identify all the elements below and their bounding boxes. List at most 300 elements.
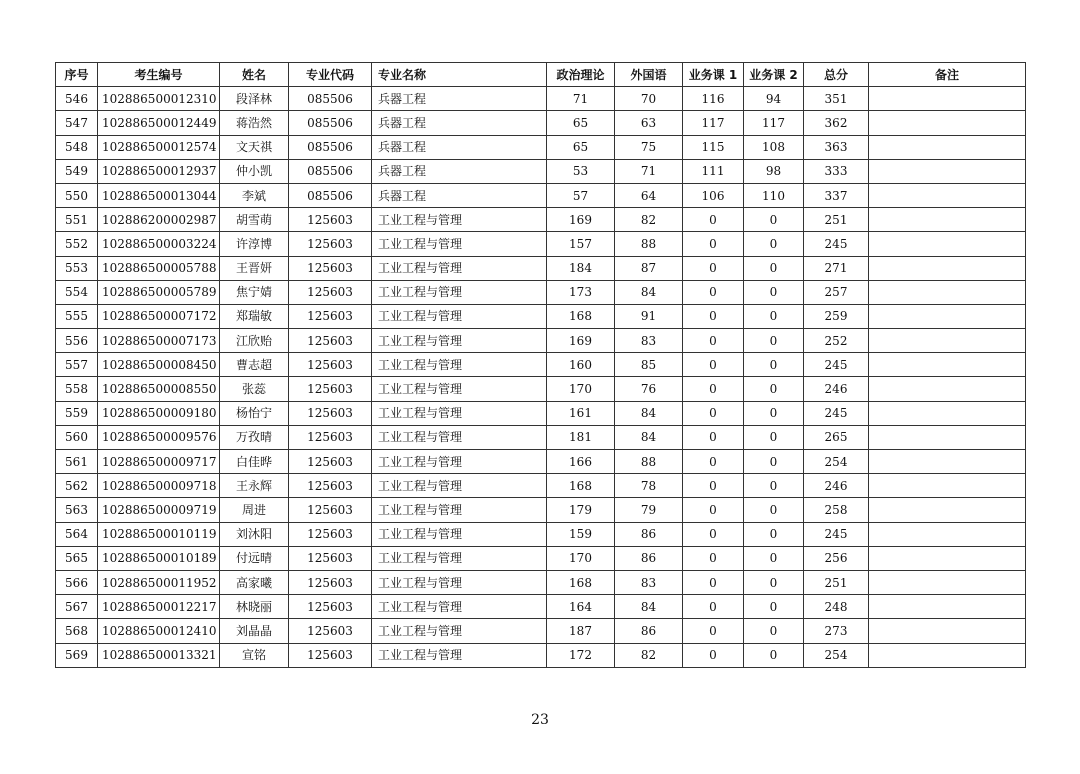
cell-col-total: 248 <box>804 595 869 619</box>
cell-col-foreign-lang: 86 <box>615 546 683 570</box>
table-row <box>56 401 1026 425</box>
cell-col-subject-1: 0 <box>683 377 744 401</box>
cell-col-subject-1: 116 <box>683 87 744 111</box>
cell-col-exam-id: 102886500012217 <box>98 595 220 619</box>
cell-col-subject-2: 0 <box>744 643 804 667</box>
cell-col-politics: 168 <box>547 570 615 594</box>
cell-col-foreign-lang: 76 <box>615 377 683 401</box>
cell-col-seq: 556 <box>56 329 98 353</box>
cell-col-exam-id: 102886500012574 <box>98 135 220 159</box>
cell-col-name: 高家曦 <box>220 570 289 594</box>
cell-col-subject-1: 0 <box>683 401 744 425</box>
cell-col-name: 蒋浩然 <box>220 111 289 135</box>
cell-col-politics: 161 <box>547 401 615 425</box>
cell-col-subject-1: 0 <box>683 643 744 667</box>
cell-col-subject-2: 117 <box>744 111 804 135</box>
cell-col-exam-id: 102886500011952 <box>98 570 220 594</box>
cell-col-seq: 564 <box>56 522 98 546</box>
cell-col-exam-id: 102886500005789 <box>98 280 220 304</box>
cell-col-major-name: 工业工程与管理 <box>372 570 547 594</box>
cell-col-exam-id: 102886500005788 <box>98 256 220 280</box>
cell-col-exam-id: 102886500013321 <box>98 643 220 667</box>
cell-col-politics: 57 <box>547 183 615 207</box>
cell-col-subject-2: 98 <box>744 159 804 183</box>
cell-col-foreign-lang: 84 <box>615 401 683 425</box>
cell-col-name: 付远晴 <box>220 546 289 570</box>
cell-col-politics: 170 <box>547 377 615 401</box>
cell-col-subject-1: 106 <box>683 183 744 207</box>
cell-col-major-code: 085506 <box>289 135 372 159</box>
cell-col-politics: 164 <box>547 595 615 619</box>
cell-col-major-code: 125603 <box>289 304 372 328</box>
cell-col-foreign-lang: 83 <box>615 570 683 594</box>
cell-col-major-name: 工业工程与管理 <box>372 546 547 570</box>
cell-col-subject-2: 0 <box>744 425 804 449</box>
cell-col-subject-1: 0 <box>683 619 744 643</box>
cell-col-major-name: 兵器工程 <box>372 159 547 183</box>
cell-col-remarks <box>869 546 1026 570</box>
cell-col-seq: 559 <box>56 401 98 425</box>
cell-col-exam-id: 102886500008550 <box>98 377 220 401</box>
table-row <box>56 522 1026 546</box>
cell-col-remarks <box>869 450 1026 474</box>
cell-col-foreign-lang: 63 <box>615 111 683 135</box>
table-row <box>56 450 1026 474</box>
cell-col-major-code: 085506 <box>289 159 372 183</box>
cell-col-major-name: 兵器工程 <box>372 183 547 207</box>
cell-col-name: 周进 <box>220 498 289 522</box>
header-col-seq: 序号 <box>56 63 98 87</box>
cell-col-total: 351 <box>804 87 869 111</box>
cell-col-subject-1: 111 <box>683 159 744 183</box>
cell-col-seq: 549 <box>56 159 98 183</box>
cell-col-total: 252 <box>804 329 869 353</box>
table-row <box>56 159 1026 183</box>
cell-col-foreign-lang: 64 <box>615 183 683 207</box>
cell-col-remarks <box>869 619 1026 643</box>
cell-col-name: 万孜晴 <box>220 425 289 449</box>
cell-col-major-name: 工业工程与管理 <box>372 595 547 619</box>
cell-col-exam-id: 102886500008450 <box>98 353 220 377</box>
header-col-subject-1: 业务课 1 <box>683 63 744 87</box>
cell-col-remarks <box>869 232 1026 256</box>
cell-col-remarks <box>869 329 1026 353</box>
cell-col-seq: 568 <box>56 619 98 643</box>
cell-col-major-code: 125603 <box>289 353 372 377</box>
cell-col-foreign-lang: 78 <box>615 474 683 498</box>
cell-col-subject-1: 0 <box>683 474 744 498</box>
cell-col-major-code: 125603 <box>289 425 372 449</box>
table-row <box>56 619 1026 643</box>
cell-col-total: 271 <box>804 256 869 280</box>
cell-col-total: 257 <box>804 280 869 304</box>
cell-col-remarks <box>869 159 1026 183</box>
table-row <box>56 87 1026 111</box>
cell-col-politics: 169 <box>547 329 615 353</box>
header-col-major-name: 专业名称 <box>372 63 547 87</box>
table-row <box>56 595 1026 619</box>
cell-col-foreign-lang: 84 <box>615 280 683 304</box>
cell-col-total: 245 <box>804 522 869 546</box>
cell-col-major-name: 工业工程与管理 <box>372 377 547 401</box>
cell-col-exam-id: 102886500013044 <box>98 183 220 207</box>
cell-col-foreign-lang: 88 <box>615 232 683 256</box>
cell-col-major-name: 工业工程与管理 <box>372 208 547 232</box>
cell-col-total: 333 <box>804 159 869 183</box>
table-row <box>56 232 1026 256</box>
cell-col-foreign-lang: 88 <box>615 450 683 474</box>
cell-col-seq: 553 <box>56 256 98 280</box>
page-number: 23 <box>531 712 549 728</box>
cell-col-subject-1: 0 <box>683 208 744 232</box>
cell-col-major-code: 125603 <box>289 522 372 546</box>
cell-col-name: 许淳博 <box>220 232 289 256</box>
cell-col-politics: 181 <box>547 425 615 449</box>
cell-col-total: 254 <box>804 643 869 667</box>
cell-col-major-code: 125603 <box>289 256 372 280</box>
cell-col-remarks <box>869 570 1026 594</box>
cell-col-major-name: 工业工程与管理 <box>372 353 547 377</box>
cell-col-total: 265 <box>804 425 869 449</box>
table-row <box>56 498 1026 522</box>
cell-col-subject-2: 0 <box>744 353 804 377</box>
cell-col-total: 246 <box>804 474 869 498</box>
score-table <box>55 62 1026 668</box>
cell-col-seq: 552 <box>56 232 98 256</box>
cell-col-major-name: 工业工程与管理 <box>372 280 547 304</box>
cell-col-seq: 550 <box>56 183 98 207</box>
cell-col-exam-id: 102886500009718 <box>98 474 220 498</box>
cell-col-subject-2: 0 <box>744 280 804 304</box>
cell-col-foreign-lang: 85 <box>615 353 683 377</box>
cell-col-subject-2: 0 <box>744 208 804 232</box>
table-row <box>56 474 1026 498</box>
cell-col-politics: 157 <box>547 232 615 256</box>
cell-col-name: 林晓丽 <box>220 595 289 619</box>
cell-col-major-code: 125603 <box>289 280 372 304</box>
cell-col-politics: 159 <box>547 522 615 546</box>
cell-col-subject-1: 0 <box>683 450 744 474</box>
cell-col-subject-1: 0 <box>683 232 744 256</box>
cell-col-major-name: 工业工程与管理 <box>372 329 547 353</box>
cell-col-name: 李斌 <box>220 183 289 207</box>
cell-col-foreign-lang: 86 <box>615 522 683 546</box>
cell-col-exam-id: 102886500012449 <box>98 111 220 135</box>
cell-col-major-code: 125603 <box>289 643 372 667</box>
cell-col-remarks <box>869 522 1026 546</box>
cell-col-foreign-lang: 84 <box>615 595 683 619</box>
cell-col-major-code: 125603 <box>289 546 372 570</box>
cell-col-remarks <box>869 498 1026 522</box>
cell-col-name: 白佳晔 <box>220 450 289 474</box>
cell-col-total: 258 <box>804 498 869 522</box>
cell-col-subject-2: 0 <box>744 450 804 474</box>
cell-col-name: 杨怡宁 <box>220 401 289 425</box>
cell-col-major-name: 工业工程与管理 <box>372 498 547 522</box>
cell-col-seq: 567 <box>56 595 98 619</box>
cell-col-subject-2: 0 <box>744 619 804 643</box>
cell-col-subject-1: 117 <box>683 111 744 135</box>
cell-col-name: 胡雪萌 <box>220 208 289 232</box>
cell-col-subject-1: 0 <box>683 304 744 328</box>
cell-col-total: 337 <box>804 183 869 207</box>
cell-col-foreign-lang: 75 <box>615 135 683 159</box>
cell-col-exam-id: 102886500009719 <box>98 498 220 522</box>
table-row <box>56 425 1026 449</box>
cell-col-remarks <box>869 425 1026 449</box>
cell-col-subject-2: 94 <box>744 87 804 111</box>
cell-col-total: 246 <box>804 377 869 401</box>
cell-col-politics: 65 <box>547 135 615 159</box>
table-row <box>56 643 1026 667</box>
cell-col-name: 文天祺 <box>220 135 289 159</box>
cell-col-exam-id: 102886500010189 <box>98 546 220 570</box>
cell-col-seq: 547 <box>56 111 98 135</box>
cell-col-total: 256 <box>804 546 869 570</box>
cell-col-major-name: 兵器工程 <box>372 111 547 135</box>
cell-col-total: 251 <box>804 208 869 232</box>
cell-col-exam-id: 102886500012410 <box>98 619 220 643</box>
header-col-foreign-lang: 外国语 <box>615 63 683 87</box>
table-row <box>56 280 1026 304</box>
cell-col-subject-1: 0 <box>683 256 744 280</box>
header-col-total: 总分 <box>804 63 869 87</box>
cell-col-remarks <box>869 87 1026 111</box>
cell-col-name: 焦宁婧 <box>220 280 289 304</box>
cell-col-name: 仲小凯 <box>220 159 289 183</box>
cell-col-seq: 560 <box>56 425 98 449</box>
cell-col-subject-2: 0 <box>744 329 804 353</box>
cell-col-foreign-lang: 71 <box>615 159 683 183</box>
table-row <box>56 208 1026 232</box>
cell-col-major-code: 125603 <box>289 208 372 232</box>
cell-col-total: 245 <box>804 353 869 377</box>
cell-col-subject-2: 110 <box>744 183 804 207</box>
cell-col-subject-2: 0 <box>744 377 804 401</box>
cell-col-politics: 166 <box>547 450 615 474</box>
cell-col-exam-id: 102886200002987 <box>98 208 220 232</box>
cell-col-subject-1: 0 <box>683 498 744 522</box>
cell-col-politics: 184 <box>547 256 615 280</box>
cell-col-subject-2: 0 <box>744 232 804 256</box>
cell-col-total: 251 <box>804 570 869 594</box>
cell-col-politics: 170 <box>547 546 615 570</box>
cell-col-name: 段泽林 <box>220 87 289 111</box>
table-row <box>56 304 1026 328</box>
cell-col-major-name: 工业工程与管理 <box>372 256 547 280</box>
cell-col-remarks <box>869 256 1026 280</box>
cell-col-major-name: 工业工程与管理 <box>372 522 547 546</box>
table-row <box>56 377 1026 401</box>
cell-col-subject-1: 0 <box>683 595 744 619</box>
cell-col-politics: 169 <box>547 208 615 232</box>
cell-col-name: 张蕊 <box>220 377 289 401</box>
cell-col-exam-id: 102886500009717 <box>98 450 220 474</box>
cell-col-remarks <box>869 595 1026 619</box>
cell-col-subject-2: 0 <box>744 522 804 546</box>
table-row <box>56 135 1026 159</box>
header-col-remarks: 备注 <box>869 63 1026 87</box>
cell-col-subject-1: 0 <box>683 329 744 353</box>
cell-col-subject-2: 0 <box>744 595 804 619</box>
header-col-name: 姓名 <box>220 63 289 87</box>
header-row <box>56 63 1026 87</box>
cell-col-subject-1: 0 <box>683 280 744 304</box>
cell-col-seq: 566 <box>56 570 98 594</box>
cell-col-seq: 557 <box>56 353 98 377</box>
cell-col-seq: 554 <box>56 280 98 304</box>
header-col-subject-2: 业务课 2 <box>744 63 804 87</box>
cell-col-total: 245 <box>804 401 869 425</box>
cell-col-total: 245 <box>804 232 869 256</box>
cell-col-major-code: 125603 <box>289 450 372 474</box>
cell-col-name: 郑瑞敏 <box>220 304 289 328</box>
cell-col-major-name: 工业工程与管理 <box>372 450 547 474</box>
cell-col-major-code: 125603 <box>289 619 372 643</box>
cell-col-major-name: 工业工程与管理 <box>372 619 547 643</box>
cell-col-major-name: 兵器工程 <box>372 135 547 159</box>
cell-col-politics: 168 <box>547 474 615 498</box>
cell-col-total: 362 <box>804 111 869 135</box>
table-header <box>56 63 1026 87</box>
cell-col-politics: 65 <box>547 111 615 135</box>
cell-col-politics: 168 <box>547 304 615 328</box>
cell-col-subject-2: 0 <box>744 474 804 498</box>
header-col-exam-id: 考生编号 <box>98 63 220 87</box>
cell-col-subject-2: 0 <box>744 498 804 522</box>
cell-col-remarks <box>869 643 1026 667</box>
table-row <box>56 111 1026 135</box>
cell-col-major-name: 工业工程与管理 <box>372 425 547 449</box>
cell-col-major-name: 工业工程与管理 <box>372 401 547 425</box>
cell-col-foreign-lang: 91 <box>615 304 683 328</box>
cell-col-foreign-lang: 82 <box>615 643 683 667</box>
cell-col-politics: 173 <box>547 280 615 304</box>
table-row <box>56 183 1026 207</box>
cell-col-seq: 565 <box>56 546 98 570</box>
cell-col-subject-2: 0 <box>744 304 804 328</box>
cell-col-foreign-lang: 82 <box>615 208 683 232</box>
cell-col-foreign-lang: 79 <box>615 498 683 522</box>
cell-col-seq: 563 <box>56 498 98 522</box>
cell-col-major-code: 125603 <box>289 377 372 401</box>
cell-col-exam-id: 102886500003224 <box>98 232 220 256</box>
cell-col-subject-2: 0 <box>744 401 804 425</box>
table-row <box>56 570 1026 594</box>
cell-col-exam-id: 102886500010119 <box>98 522 220 546</box>
cell-col-seq: 562 <box>56 474 98 498</box>
table-body <box>56 87 1026 668</box>
cell-col-subject-1: 0 <box>683 522 744 546</box>
cell-col-name: 曹志超 <box>220 353 289 377</box>
cell-col-name: 王晋妍 <box>220 256 289 280</box>
cell-col-seq: 561 <box>56 450 98 474</box>
cell-col-name: 宣铭 <box>220 643 289 667</box>
cell-col-major-name: 工业工程与管理 <box>372 304 547 328</box>
cell-col-seq: 555 <box>56 304 98 328</box>
cell-col-total: 363 <box>804 135 869 159</box>
cell-col-subject-1: 0 <box>683 425 744 449</box>
cell-col-major-name: 工业工程与管理 <box>372 643 547 667</box>
cell-col-subject-2: 0 <box>744 570 804 594</box>
cell-col-major-code: 125603 <box>289 401 372 425</box>
cell-col-remarks <box>869 208 1026 232</box>
cell-col-subject-1: 0 <box>683 546 744 570</box>
cell-col-major-name: 工业工程与管理 <box>372 232 547 256</box>
cell-col-name: 王永辉 <box>220 474 289 498</box>
cell-col-remarks <box>869 353 1026 377</box>
cell-col-exam-id: 102886500009576 <box>98 425 220 449</box>
cell-col-remarks <box>869 280 1026 304</box>
cell-col-politics: 71 <box>547 87 615 111</box>
cell-col-seq: 558 <box>56 377 98 401</box>
cell-col-name: 刘晶晶 <box>220 619 289 643</box>
cell-col-remarks <box>869 304 1026 328</box>
cell-col-seq: 569 <box>56 643 98 667</box>
cell-col-exam-id: 102886500012310 <box>98 87 220 111</box>
table-row <box>56 256 1026 280</box>
cell-col-politics: 179 <box>547 498 615 522</box>
cell-col-major-code: 085506 <box>289 111 372 135</box>
cell-col-politics: 172 <box>547 643 615 667</box>
cell-col-subject-1: 115 <box>683 135 744 159</box>
cell-col-remarks <box>869 135 1026 159</box>
cell-col-total: 259 <box>804 304 869 328</box>
cell-col-total: 254 <box>804 450 869 474</box>
table-row <box>56 353 1026 377</box>
cell-col-exam-id: 102886500007172 <box>98 304 220 328</box>
cell-col-exam-id: 102886500012937 <box>98 159 220 183</box>
cell-col-foreign-lang: 70 <box>615 87 683 111</box>
cell-col-name: 江欣贻 <box>220 329 289 353</box>
cell-col-remarks <box>869 401 1026 425</box>
cell-col-exam-id: 102886500009180 <box>98 401 220 425</box>
cell-col-politics: 160 <box>547 353 615 377</box>
cell-col-major-name: 兵器工程 <box>372 87 547 111</box>
cell-col-major-code: 125603 <box>289 232 372 256</box>
header-col-politics: 政治理论 <box>547 63 615 87</box>
cell-col-seq: 548 <box>56 135 98 159</box>
cell-col-foreign-lang: 84 <box>615 425 683 449</box>
cell-col-foreign-lang: 83 <box>615 329 683 353</box>
cell-col-major-name: 工业工程与管理 <box>372 474 547 498</box>
cell-col-major-code: 125603 <box>289 329 372 353</box>
cell-col-remarks <box>869 183 1026 207</box>
cell-col-foreign-lang: 87 <box>615 256 683 280</box>
cell-col-politics: 187 <box>547 619 615 643</box>
cell-col-remarks <box>869 111 1026 135</box>
cell-col-major-code: 125603 <box>289 595 372 619</box>
cell-col-foreign-lang: 86 <box>615 619 683 643</box>
cell-col-subject-2: 108 <box>744 135 804 159</box>
cell-col-subject-1: 0 <box>683 353 744 377</box>
cell-col-total: 273 <box>804 619 869 643</box>
header-col-major-code: 专业代码 <box>289 63 372 87</box>
table-row <box>56 329 1026 353</box>
cell-col-exam-id: 102886500007173 <box>98 329 220 353</box>
cell-col-subject-2: 0 <box>744 546 804 570</box>
cell-col-name: 刘沐阳 <box>220 522 289 546</box>
cell-col-major-code: 125603 <box>289 570 372 594</box>
cell-col-major-code: 125603 <box>289 498 372 522</box>
cell-col-remarks <box>869 474 1026 498</box>
cell-col-major-code: 085506 <box>289 87 372 111</box>
cell-col-politics: 53 <box>547 159 615 183</box>
cell-col-major-code: 085506 <box>289 183 372 207</box>
cell-col-subject-2: 0 <box>744 256 804 280</box>
cell-col-major-code: 125603 <box>289 474 372 498</box>
cell-col-seq: 551 <box>56 208 98 232</box>
